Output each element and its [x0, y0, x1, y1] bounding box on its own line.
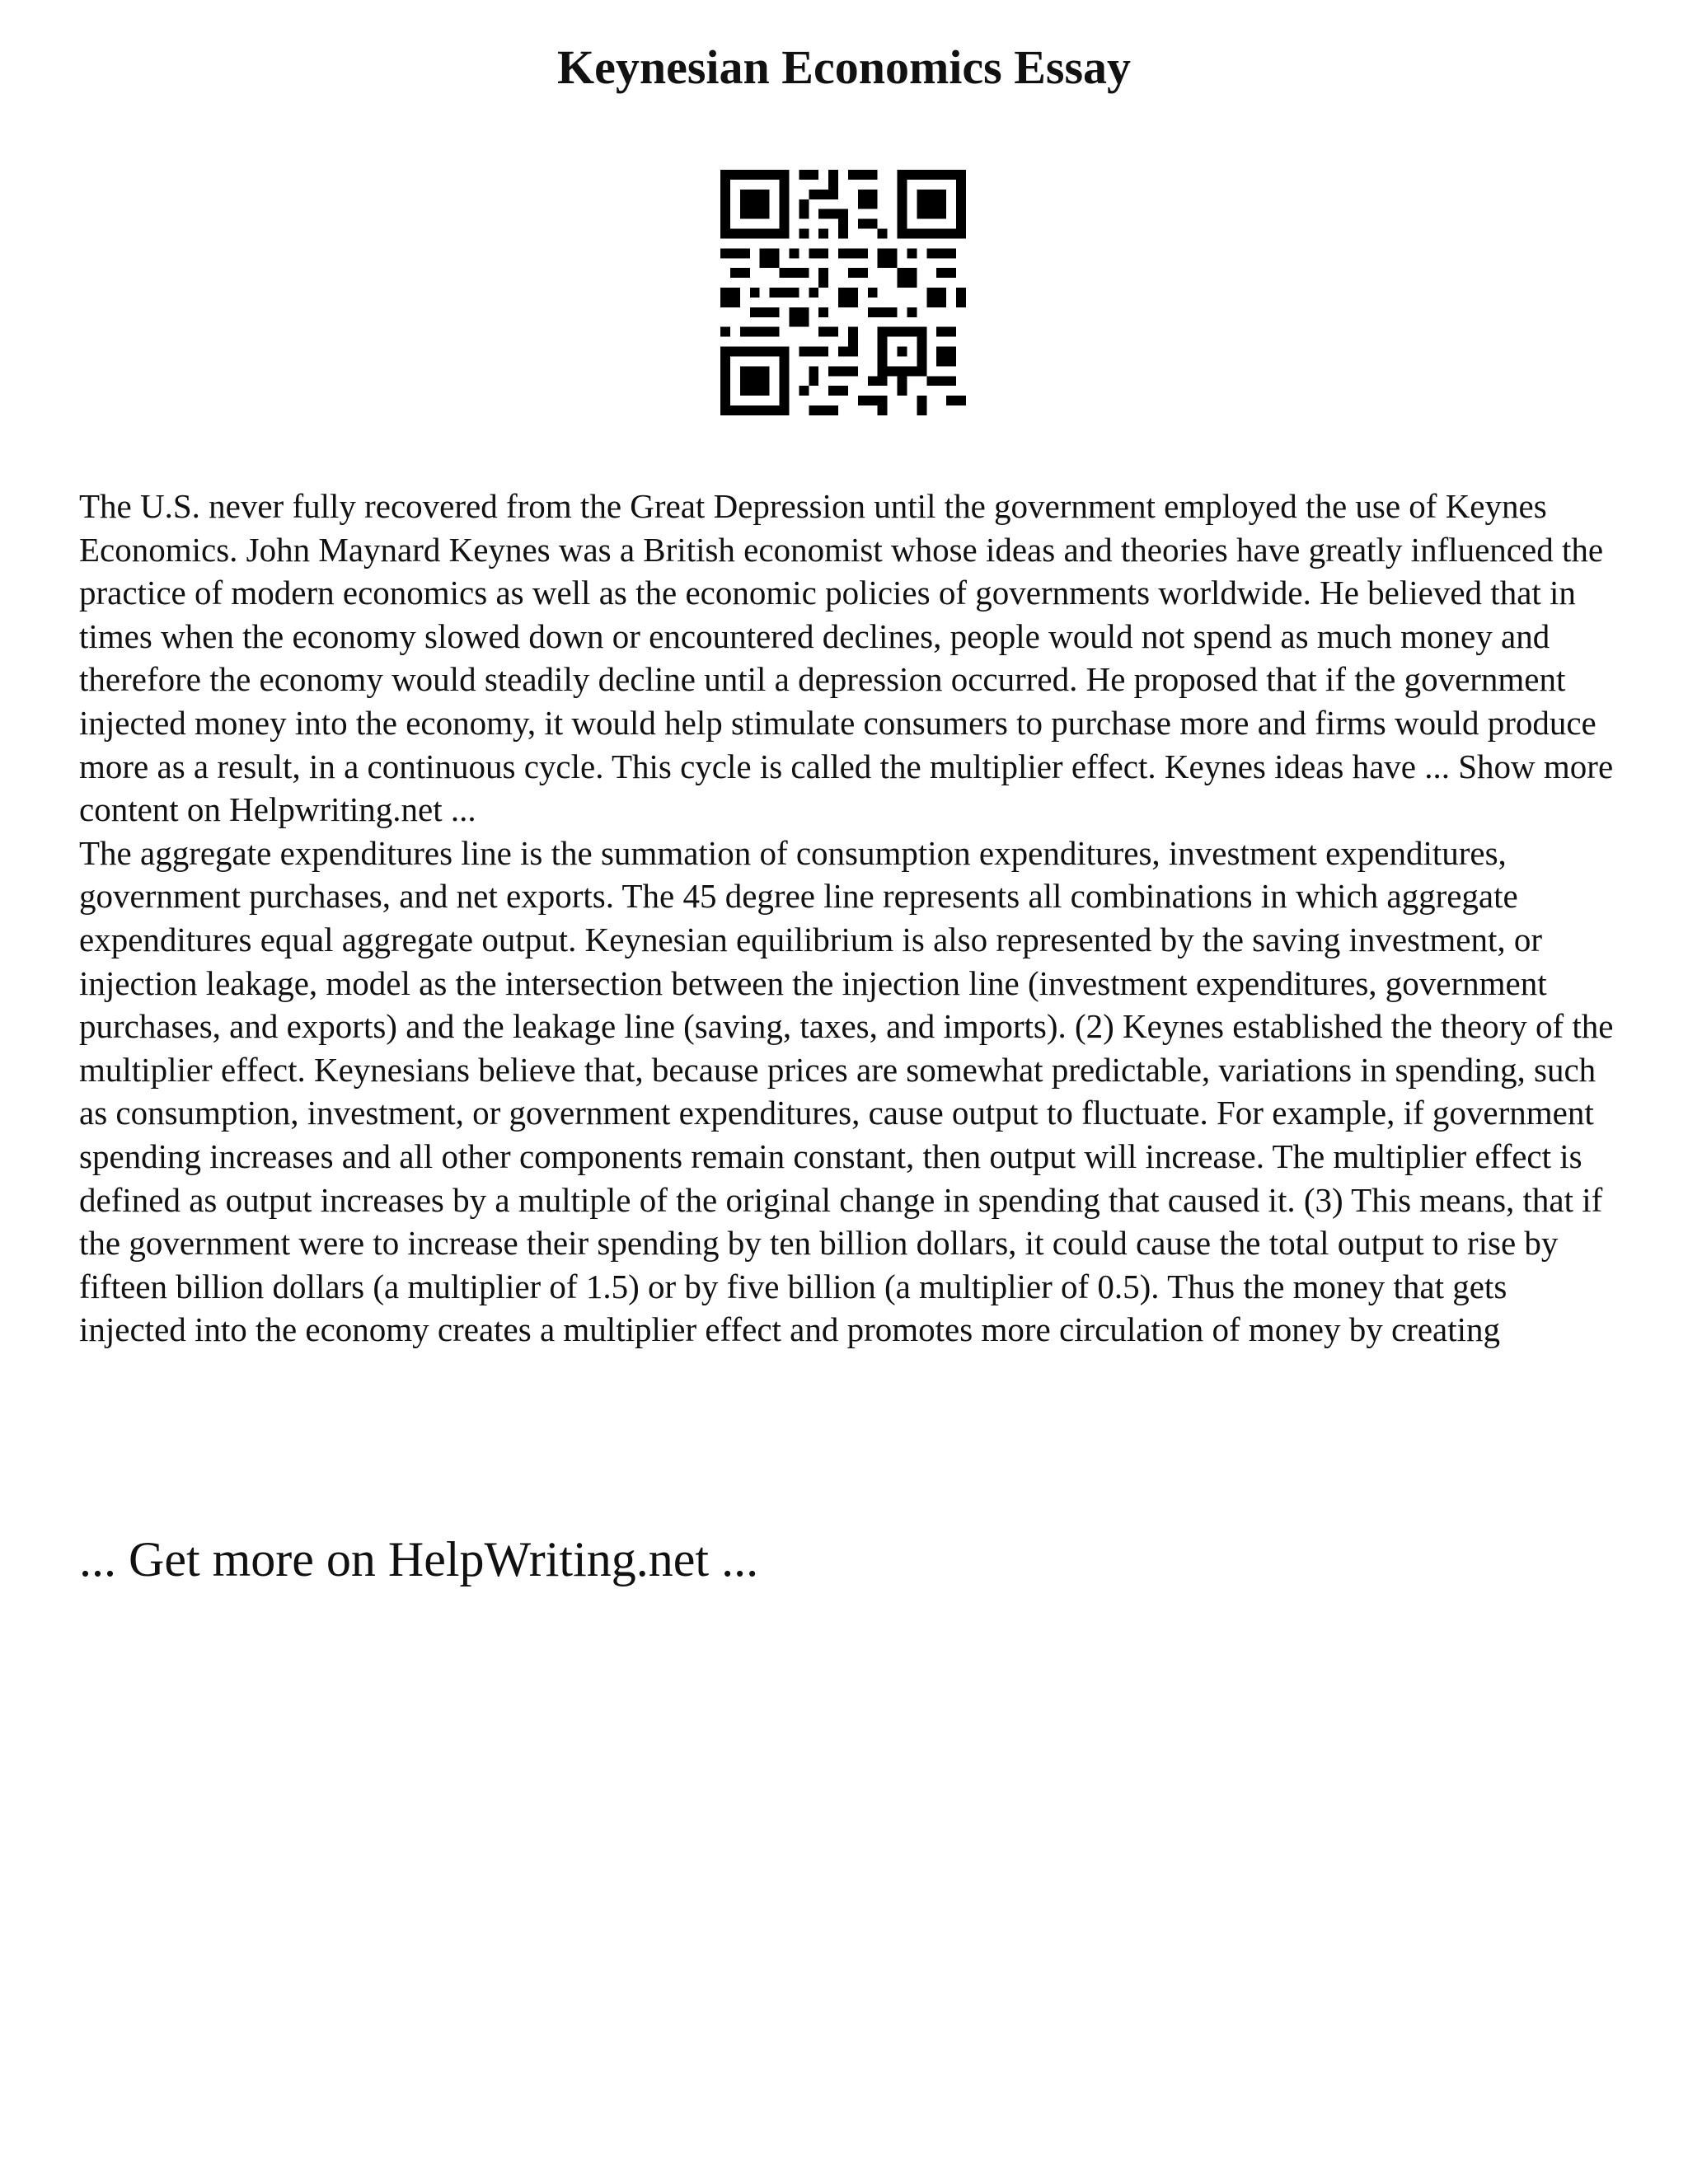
qr-code-icon [720, 170, 966, 415]
document-title: Keynesian Economics Essay [556, 40, 1132, 94]
get-more-link[interactable]: ... Get more on HelpWriting.net ... [79, 1532, 759, 1586]
qr-code-image [720, 170, 966, 415]
essay-body [79, 485, 1620, 1352]
essay-paragraph: The U.S. never fully recovered from the Great Depression until the government employed the use of Keynes Economics. John Maynard Keynes was a British economist whose ideas and theories have greatly influenced the practice of modern economics as well as the economic policies of governments worldwide. He believed that in times when the economy slowed down or encountered declines, people would not spend as much money and therefore the economy would steadily decline until a depression occurred. He proposed that if the government injected money into the economy, it would help stimulate consumers to purchase more and firms would produce more as a result, in a continuous cycle. This cycle is called the multiplier effect. Keynes ideas have ... Show more content on Helpwriting.net ... [79, 487, 1614, 829]
essay-paragraph: The aggregate expenditures line is the summation of consumption expenditures, investment expenditures, government purchases, and net exports. The 45 degree line represents all combinations in which aggregate expenditures equal aggregate output. Keynesian equilibrium is also represented by the saving investment, or injection leakage, model as the intersection between the injection line (investment expenditures, government purchases, and exports) and the leakage line (saving, taxes, and imports). (2) Keynes established the theory of the multiplier effect. Keynesians believe that, because prices are somewhat predictable, variations in spending, such as consumption, investment, or government expenditures, cause output to fluctuate. For example, if government spending increases and all other components remain constant, then output will increase. The multiplier effect is defined as output increases by a multiple of the original change in spending that caused it. (3) This means, that if the government were to increase their spending by ten billion dollars, it could cause the total output to rise by fifteen billion dollars (a multiplier of 1.5) or by five billion (a multiplier of 0.5). Thus the money that gets injected into the economy creates a multiplier effect and promotes more circulation of money by creating [79, 833, 1614, 1349]
